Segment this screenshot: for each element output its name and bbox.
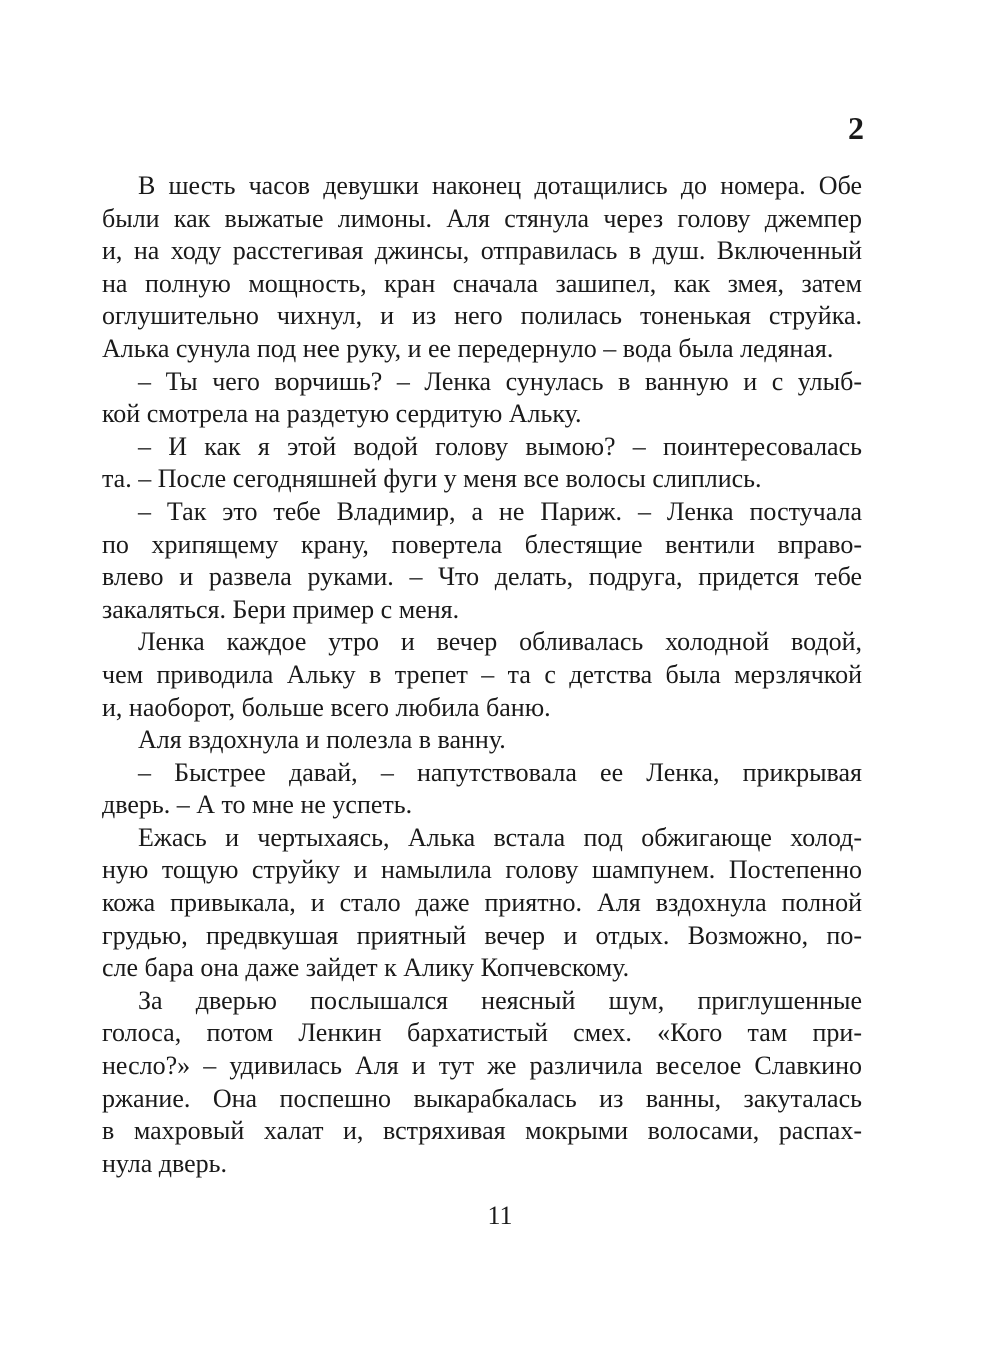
text-line: За дверью послышался неясный шум, приглушенные — [138, 985, 862, 1015]
text-line: – Так это тебе Владимир, а не Париж. – Ленка постучала — [138, 496, 862, 526]
text-line: та. – После сегодняшней фуги у меня все волосы слиплись. — [102, 464, 762, 494]
text-line: несло?» – удивилась Аля и тут же различила веселое Славкино — [102, 1051, 862, 1081]
text-line: Ежась и чертыхаясь, Алька встала под обжигающе холод- — [138, 822, 862, 852]
text-line: Ленка каждое утро и вечер обливалась холодной водой, — [138, 627, 862, 657]
text-line: были как выжатые лимоны. Аля стянула через голову джемпер — [102, 203, 862, 233]
text-line: В шесть часов девушки наконец дотащились до номера. Обе — [138, 171, 862, 200]
page-number: 11 — [487, 1201, 513, 1230]
text-line: чем приводила Альку в трепет – та с детства была мерзлячкой — [102, 659, 862, 689]
text-line: – И как я этой водой голову вымою? – поинтересовалась — [138, 431, 862, 461]
text-line: Алька сунула под нее руку, и ее передернуло – вода была ледяная. — [102, 333, 834, 363]
text-line: кожа привыкала, и стало даже приятно. Аля вздохнула полной — [102, 888, 862, 918]
text-line: сле бара она даже зайдет к Алику Копчевскому. — [102, 953, 630, 983]
text-line: оглушительно чихнул, и из него полилась тоненькая струйка. — [102, 301, 862, 331]
body-text — [102, 170, 862, 1180]
text-line: – Ты чего ворчишь? – Ленка сунулась в ванную и с улыб- — [138, 366, 862, 396]
text-line: в махровый халат и, встряхивая мокрыми волосами, распах- — [102, 1116, 862, 1146]
text-line: на полную мощность, кран сначала зашипел, как змея, затем — [102, 268, 862, 298]
text-line: закаляться. Бери пример с меня. — [102, 594, 460, 624]
text-line: ную тощую струйку и намылила голову шампунем. Постепенно — [102, 855, 862, 885]
text-line: голоса, потом Ленкин бархатистый смех. «Кого там при- — [102, 1018, 862, 1048]
chapter-number: 2 — [848, 110, 864, 146]
text-line: влево и развела руками. – Что делать, подруга, придется тебе — [102, 562, 862, 592]
text-line: дверь. – А то мне не успеть. — [102, 790, 413, 820]
text-line: по хрипящему крану, повертела блестящие вентили вправо- — [102, 529, 862, 559]
text-line: кой смотрела на раздетую сердитую Альку. — [102, 399, 582, 429]
text-line: Аля вздохнула и полезла в ванну. — [138, 725, 506, 755]
text-line: и, наоборот, больше всего любила баню. — [102, 692, 551, 722]
text-line: ржание. Она поспешно выкарабкалась из ванны, закуталась — [102, 1083, 862, 1113]
text-line: и, на ходу расстегивая джинсы, отправилась в душ. Включенный — [102, 236, 862, 266]
text-line: – Быстрее давай, – напутствовала ее Ленка, прикрывая — [138, 757, 862, 787]
text-line: нула дверь. — [102, 1148, 228, 1178]
text-line: грудью, предвкушая приятный вечер и отдых. Возможно, по- — [102, 920, 862, 950]
